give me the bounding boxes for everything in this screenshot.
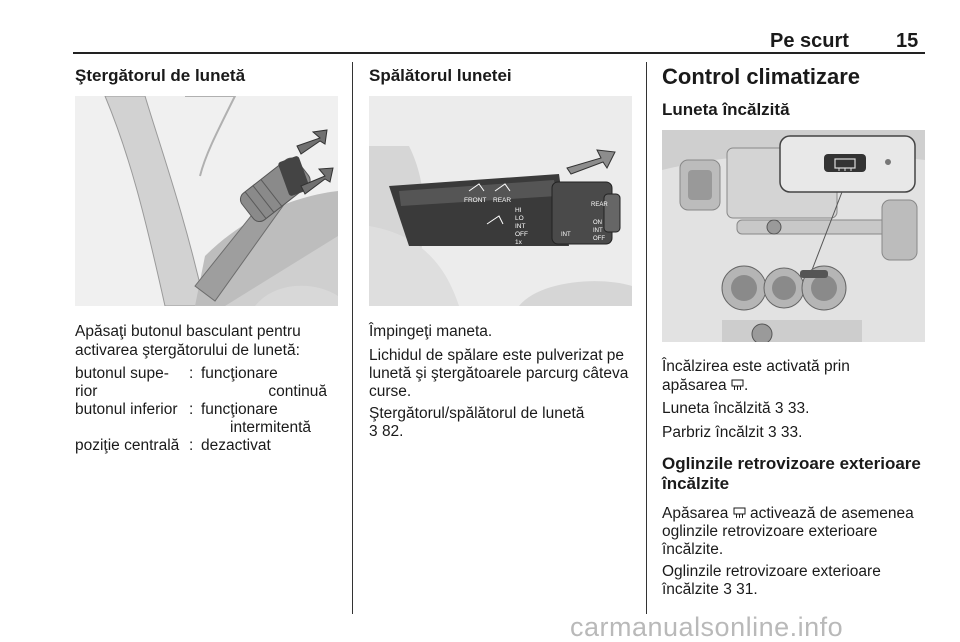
reference-arrow-icon: 3 — [369, 423, 378, 440]
section-heading-climate-control: Control climatizare — [662, 64, 861, 89]
reference-arrow-icon: 3 — [723, 581, 732, 598]
col3-p3 — [662, 423, 802, 442]
heated-rear-window-icon — [733, 507, 746, 519]
row-value: funcţionare — [201, 401, 278, 418]
section-heading-rear-wiper: Ştergătorul de lunetă — [75, 66, 246, 85]
heated-rear-window-icon — [731, 379, 744, 391]
col2-p1: Împingeţi maneta. — [369, 323, 493, 340]
section-heading-rear-washer: Spălătorul lunetei — [369, 66, 512, 85]
text-fragment: Parbriz încălzit — [662, 424, 764, 441]
label-int-ring: INT — [593, 228, 603, 234]
page-reference-link[interactable]: 31. — [736, 581, 758, 598]
text-fragment: încălzite — [662, 581, 719, 598]
column-divider-1 — [352, 62, 353, 614]
text-fragment: apăsarea — [662, 377, 727, 394]
label-rear-top: REAR — [493, 197, 512, 204]
text-fragment: Apăsarea — [662, 505, 729, 522]
label-rear-ring: REAR — [591, 202, 608, 208]
page-number: 15 — [896, 30, 919, 52]
page-reference-link[interactable]: 33. — [787, 400, 810, 417]
figure-wiper-stalk — [75, 96, 338, 306]
row-sep: : — [189, 401, 194, 418]
col2-p2-line1: Lichidul de spălare este pulverizat pe — [369, 347, 625, 364]
row-value: intermitentă — [230, 419, 311, 436]
col3-p5-line1: Oglinzile retrovizoare exterioare — [662, 563, 881, 580]
label-on: ON — [593, 220, 602, 226]
col2-p2-line2: lunetă şi ştergătoarele parcurg câteva — [369, 365, 629, 382]
col2-p3-line2 — [369, 422, 404, 441]
page-header-title: Pe scurt — [770, 30, 849, 52]
label-1x: 1x — [515, 239, 522, 246]
row-value: continuă — [268, 383, 327, 400]
label-int: INT — [515, 223, 526, 230]
label-front: FRONT — [464, 197, 487, 204]
col3-p5-line2 — [662, 580, 758, 599]
col2-p3-line1: Ştergătorul/spălătorul de lunetă — [369, 405, 585, 422]
col3-p4-line1 — [662, 504, 914, 523]
text-fragment: activează de asemenea — [749, 505, 914, 522]
row-value: dezactivat — [201, 437, 271, 454]
row-sep: : — [189, 365, 194, 382]
label-int-mid: INT — [561, 232, 571, 238]
col1-intro-line2: activarea ştergătorului de lunetă: — [75, 342, 300, 359]
col3-p4-line2: oglinzile retrovizoare exterioare — [662, 523, 878, 540]
column-divider-2 — [646, 62, 647, 614]
col3-p4-line3: încălzite. — [662, 541, 724, 558]
reference-arrow-icon: 3 — [774, 400, 784, 417]
row-key: rior — [75, 383, 98, 400]
row-key: butonul supe- — [75, 365, 169, 382]
col3-p1-line1: Încălzirea este activată prin — [662, 358, 850, 375]
row-key: poziţie centrală — [75, 437, 180, 454]
subheading-heated-mirrors-line2: încălzite — [662, 474, 730, 493]
watermark: carmanualsonline.info — [570, 612, 844, 642]
row-value: funcţionare — [201, 365, 278, 382]
figure-washer-stalk — [369, 96, 632, 306]
subheading-heated-rear-window: Luneta încălzită — [662, 100, 790, 119]
page-reference-link[interactable]: 82. — [381, 423, 404, 440]
label-off: OFF — [515, 231, 528, 238]
row-key: butonul inferior — [75, 401, 178, 418]
label-off-ring: OFF — [593, 236, 605, 242]
reference-arrow-icon: 3 — [767, 424, 777, 441]
header-rule — [73, 52, 925, 54]
subheading-heated-mirrors-line1: Oglinzile retrovizoare exterioare — [662, 454, 921, 473]
text-fragment: Luneta încălzită — [662, 400, 771, 417]
col1-intro-line1: Apăsaţi butonul basculant pentru — [75, 323, 301, 340]
text-fragment: . — [743, 377, 749, 394]
col3-p1-line2 — [662, 376, 748, 395]
label-hi: HI — [515, 207, 522, 214]
col2-p2-line3: curse. — [369, 383, 412, 400]
figure-climate-panel — [662, 130, 925, 342]
col3-p2 — [662, 399, 809, 418]
page-reference-link[interactable]: 33. — [780, 424, 803, 441]
row-sep: : — [189, 437, 194, 454]
label-lo: LO — [515, 215, 524, 222]
wiper-mode-table — [75, 365, 340, 465]
